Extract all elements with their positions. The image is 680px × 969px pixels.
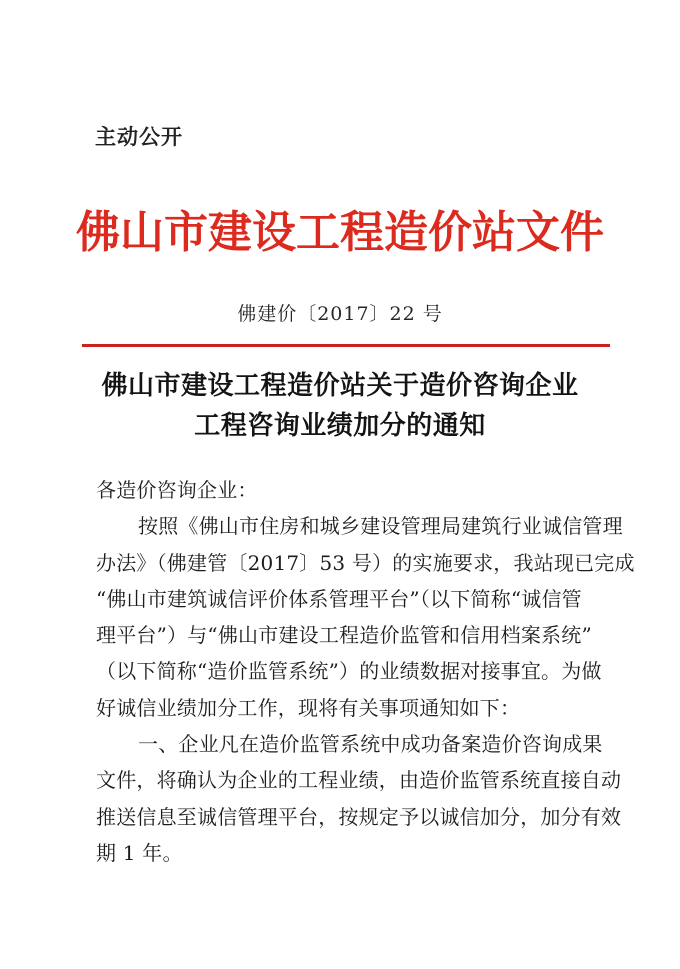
paragraph1-line: “佛山市建筑诚信评价体系管理平台”（以下简称“诚信管: [96, 586, 582, 611]
red-divider-line: [82, 344, 610, 347]
paragraph2-line: 文件，将确认为企业的工程业绩，由造价监管系统直接自动: [96, 768, 622, 793]
document-body: [96, 472, 635, 871]
notice-title-line2: 工程咨询业绩加分的通知: [194, 411, 486, 441]
notice-title-line1: 佛山市建设工程造价站关于造价咨询企业: [101, 371, 579, 401]
paragraph2-line: 推送信息至诚信管理平台，按规定予以诚信加分，加分有效: [96, 804, 622, 829]
paragraph1-line: 好诚信业绩加分工作，现将有关事项通知如下：: [96, 695, 521, 720]
paragraph2-line: 期 1 年。: [96, 840, 183, 865]
document-number: 佛建价〔2017〕22 号: [237, 303, 443, 325]
paragraph1-line: 按照《佛山市住房和城乡建设管理局建筑行业诚信管理: [138, 514, 623, 539]
salutation-line: 各造价咨询企业：: [96, 478, 258, 502]
paragraph2-line: 一、企业凡在造价监管系统中成功备案造价咨询成果: [138, 732, 603, 757]
paragraph1-line: 理平台”）与“佛山市建设工程造价监管和信用档案系统”: [96, 623, 592, 648]
notice-title: [0, 366, 680, 446]
masthead-title: 佛山市建设工程造价站文件: [76, 207, 604, 258]
paragraph1-line: 办法》（佛建管〔2017〕53 号）的实施要求，我站现已完成: [96, 550, 635, 575]
disclosure-label: 主动公开: [95, 125, 183, 149]
paragraph1-line: （以下简称“造价监管系统”）的业绩数据对接事宜。为做: [96, 659, 602, 684]
